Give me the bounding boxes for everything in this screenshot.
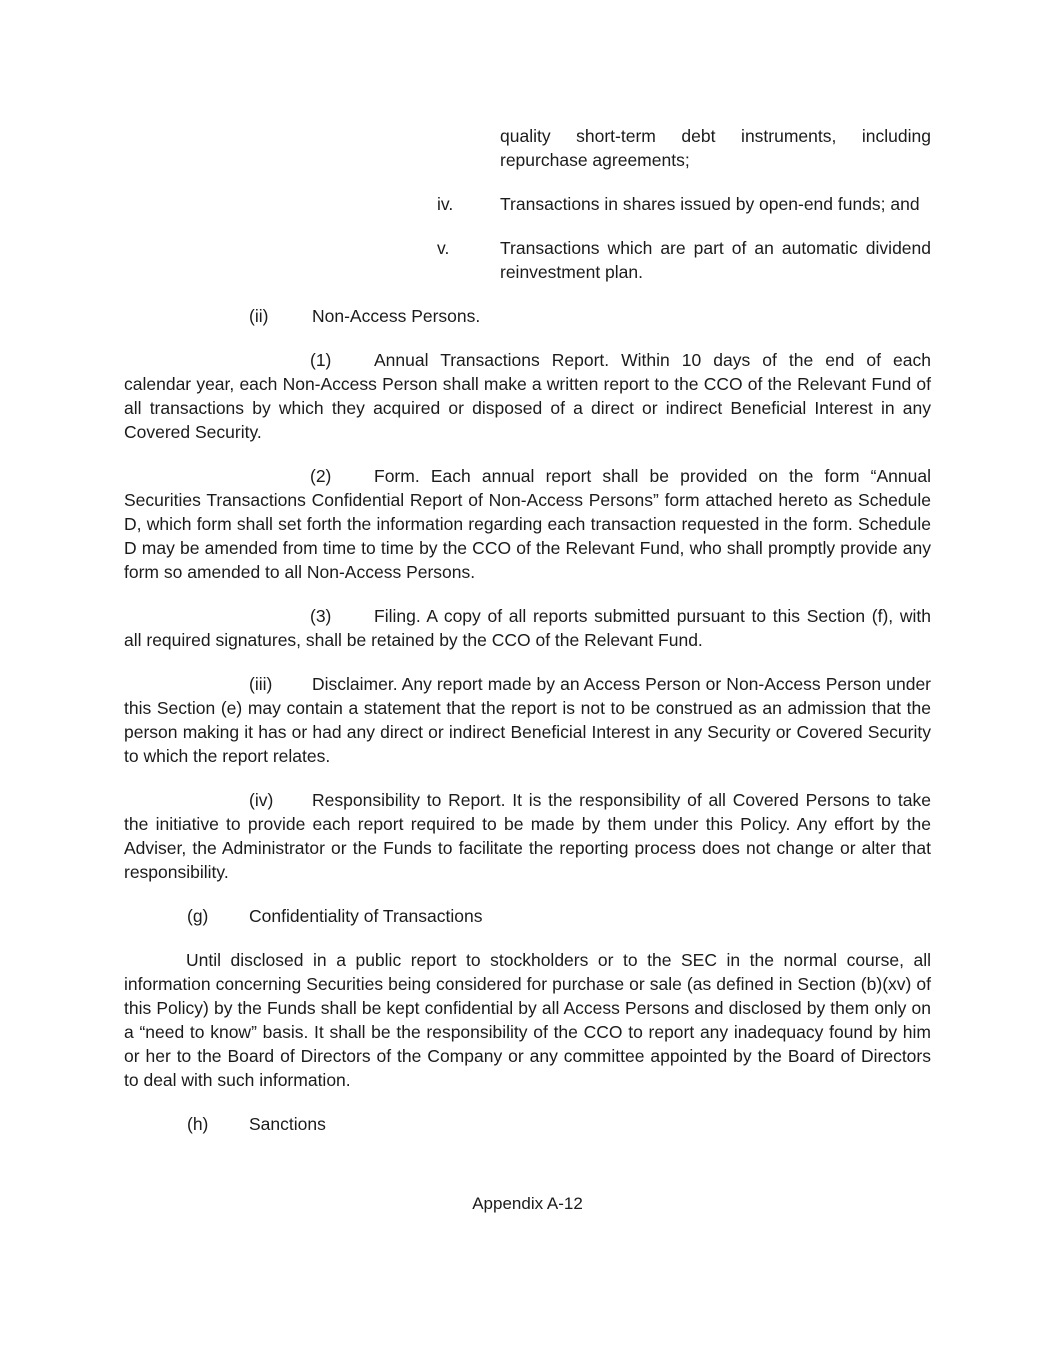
paragraph-2-form — [124, 464, 931, 584]
list-item-text: Transactions in shares issued by open-end funds; and — [500, 194, 920, 214]
paragraph-confidentiality-body — [124, 948, 931, 1092]
paragraph-text: Filing. A copy of all reports submitted pursuant to this Section (f), with all required signatures, shall be retained by the CCO of the Relevant Fund. — [124, 606, 931, 650]
section-heading-h-sanctions — [124, 1112, 931, 1136]
paragraph-marker: (1) — [310, 350, 332, 370]
paragraph-1-annual-transactions-report — [124, 348, 931, 444]
list-item-iv — [124, 192, 931, 216]
paragraph-iii-disclaimer — [124, 672, 931, 768]
paragraph-text: Disclaimer. Any report made by an Access Person or Non-Access Person under this Section (e) may contain a statement that the report is not to be construed as an admission that the person making it has or had any direct or indirect Beneficial Interest in any Security or Covered Security to which the report relates. — [124, 674, 931, 766]
list-item-text: Transactions which are part of an automatic dividend reinvestment plan. — [500, 238, 931, 282]
section-heading-text: Sanctions — [249, 1114, 326, 1134]
list-item-marker: iv. — [437, 194, 454, 214]
paragraph-text: quality short-term debt instruments, including repurchase agreements; — [500, 126, 931, 170]
section-heading-g-confidentiality — [124, 904, 931, 928]
section-marker: (ii) — [249, 306, 269, 326]
section-heading-ii — [124, 304, 931, 328]
section-heading-text: Confidentiality of Transactions — [249, 906, 483, 926]
page-footer — [0, 1192, 1055, 1216]
page-footer-label: Appendix A-12 — [472, 1194, 583, 1213]
paragraph-3-filing — [124, 604, 931, 652]
paragraph-text: Responsibility to Report. It is the responsibility of all Covered Persons to take the initiative to provide each report required to be made by them under this Policy. Any effort by the Adviser, the Administrator or the Funds to facilitate the reporting process does not change or alter that responsibility. — [124, 790, 931, 882]
section-marker: (g) — [187, 906, 209, 926]
section-heading-text: Non-Access Persons. — [312, 306, 481, 326]
paragraph-continuation — [500, 124, 931, 172]
section-marker: (h) — [187, 1114, 209, 1134]
paragraph-iv-responsibility-to-report — [124, 788, 931, 884]
paragraph-marker: (2) — [310, 466, 332, 486]
paragraph-marker: (3) — [310, 606, 332, 626]
list-item-marker: v. — [437, 238, 450, 258]
paragraph-text: Until disclosed in a public report to stockholders or to the SEC in the normal course, all information concerning Securities being considered for purchase or sale (as defined in Section (b)(xv) of this Policy) by the Funds shall be kept confidential by all Access Persons and disclosed by them only on a “need to know” basis. It shall be the responsibility of the CCO to report any inadequacy found by him or her to the Board of Directors of the Company or any committee appointed by the Board of Directors to deal with such information. — [124, 950, 931, 1090]
paragraph-marker: (iii) — [249, 674, 273, 694]
paragraph-marker: (iv) — [249, 790, 274, 810]
list-item-v — [124, 236, 931, 284]
paragraph-text: Annual Transactions Report. Within 10 days of the end of each calendar year, each Non-Access Person shall make a written report to the CCO of the Relevant Fund of all transactions by which they acquired or disposed of a direct or indirect Beneficial Interest in any Covered Security. — [124, 350, 931, 442]
paragraph-text: Form. Each annual report shall be provided on the form “Annual Securities Transactions Confidential Report of Non-Access Persons” form attached hereto as Schedule D, which form shall set forth the information regarding each transaction requested in the form. Schedule D may be amended from time to time by the CCO of the Relevant Fund, who shall promptly provide any form so amended to all Non-Access Persons. — [124, 466, 931, 582]
document-body — [124, 124, 931, 1156]
